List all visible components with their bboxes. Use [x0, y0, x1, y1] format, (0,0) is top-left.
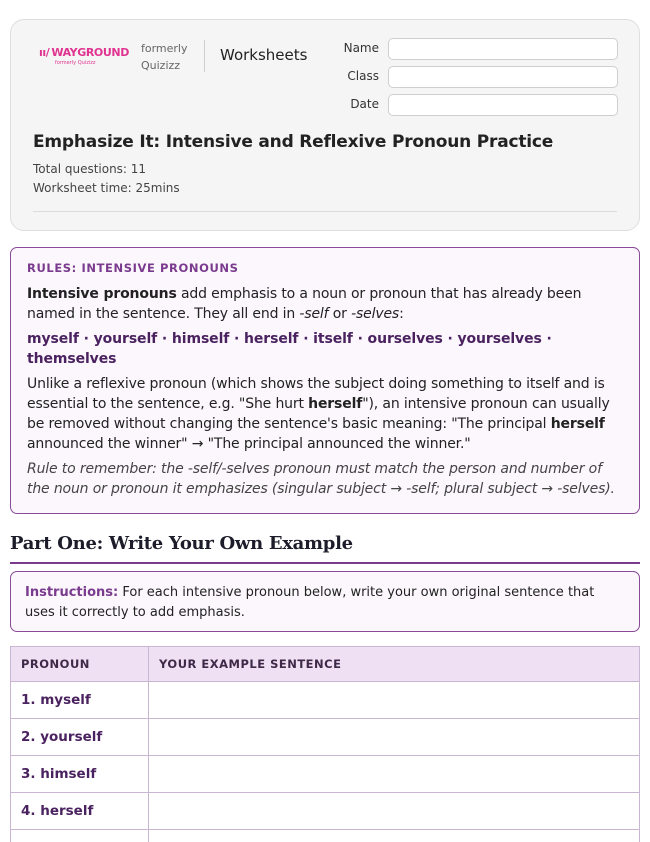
pronoun-cell: 4. herself	[11, 793, 149, 830]
wayground-logo	[39, 46, 129, 66]
logo-subtext: formerly Quizizz	[55, 60, 96, 66]
pronoun-cell: 2. yourself	[11, 719, 149, 756]
rule-to-remember: Rule to remember: the -self/-selves pronoun must match the person and number of the noun or pronoun it emphasizes (singular subject → -self; plural subject → -selves).	[27, 461, 615, 497]
pronoun-column-header: PRONOUN	[11, 647, 149, 682]
worksheet-header	[10, 19, 640, 231]
section-title: Worksheets	[220, 46, 308, 64]
table-row	[11, 793, 640, 830]
table-row	[11, 719, 640, 756]
date-field-row	[331, 94, 627, 116]
class-field-row	[331, 66, 627, 88]
date-label: Date	[350, 97, 379, 111]
worksheet-time: Worksheet time: 25mins	[33, 181, 180, 195]
pronoun-cell	[11, 830, 149, 842]
name-label: Name	[343, 41, 379, 55]
rules-comparison: Unlike a reflexive pronoun (which shows the subject doing something to itself and is essential to the sentence, e.g. "She hurt herself"), an intensive pronoun can usually be removed without changing the sentence's basic meaning: "The principal herself announced the winner" → "The principal announced the winner."	[27, 376, 610, 452]
part-one-rule	[10, 562, 640, 564]
answer-cell[interactable]	[149, 719, 640, 756]
date-input[interactable]	[388, 94, 618, 116]
name-field-row	[331, 38, 627, 60]
answer-cell[interactable]	[149, 793, 640, 830]
instructions-box	[10, 571, 640, 632]
table-header-row	[11, 647, 640, 682]
header-rule	[33, 211, 617, 212]
formerly-quizizz: formerly Quizizz	[141, 42, 188, 72]
rules-definition: Intensive pronouns add emphasis to a noun or pronoun that has already been named in the sentence. They all end in -self or -selves:	[27, 286, 582, 322]
answer-cell[interactable]	[149, 756, 640, 793]
rules-box	[10, 247, 640, 514]
class-input[interactable]	[388, 66, 618, 88]
name-input[interactable]	[388, 38, 618, 60]
total-questions: Total questions: 11	[33, 162, 147, 176]
pronoun-cell: 3. himself	[11, 756, 149, 793]
class-label: Class	[347, 69, 379, 83]
rules-heading: RULES: INTENSIVE PRONOUNS	[27, 261, 239, 275]
answer-cell[interactable]	[149, 830, 640, 842]
example-table	[10, 646, 640, 842]
logo-text: WAYGROUND	[51, 46, 129, 59]
part-one-heading: Part One: Write Your Own Example	[10, 533, 353, 554]
sentence-column-header: YOUR EXAMPLE SENTENCE	[149, 647, 640, 682]
instructions-text: For each intensive pronoun below, write your own original sentence that uses it correctly to add emphasis.	[25, 585, 595, 620]
header-divider	[204, 40, 205, 72]
table-row	[11, 830, 640, 842]
table-row	[11, 682, 640, 719]
worksheet-title: Emphasize It: Intensive and Reflexive Pronoun Practice	[33, 132, 554, 152]
answer-cell[interactable]	[149, 682, 640, 719]
pronoun-list: myself · yourself · himself · herself · itself · ourselves · yourselves · themselves	[27, 331, 552, 367]
table-row	[11, 756, 640, 793]
pronoun-cell: 1. myself	[11, 682, 149, 719]
instructions-label: Instructions:	[25, 585, 119, 600]
logo-bars-icon: ıı/	[39, 46, 50, 59]
